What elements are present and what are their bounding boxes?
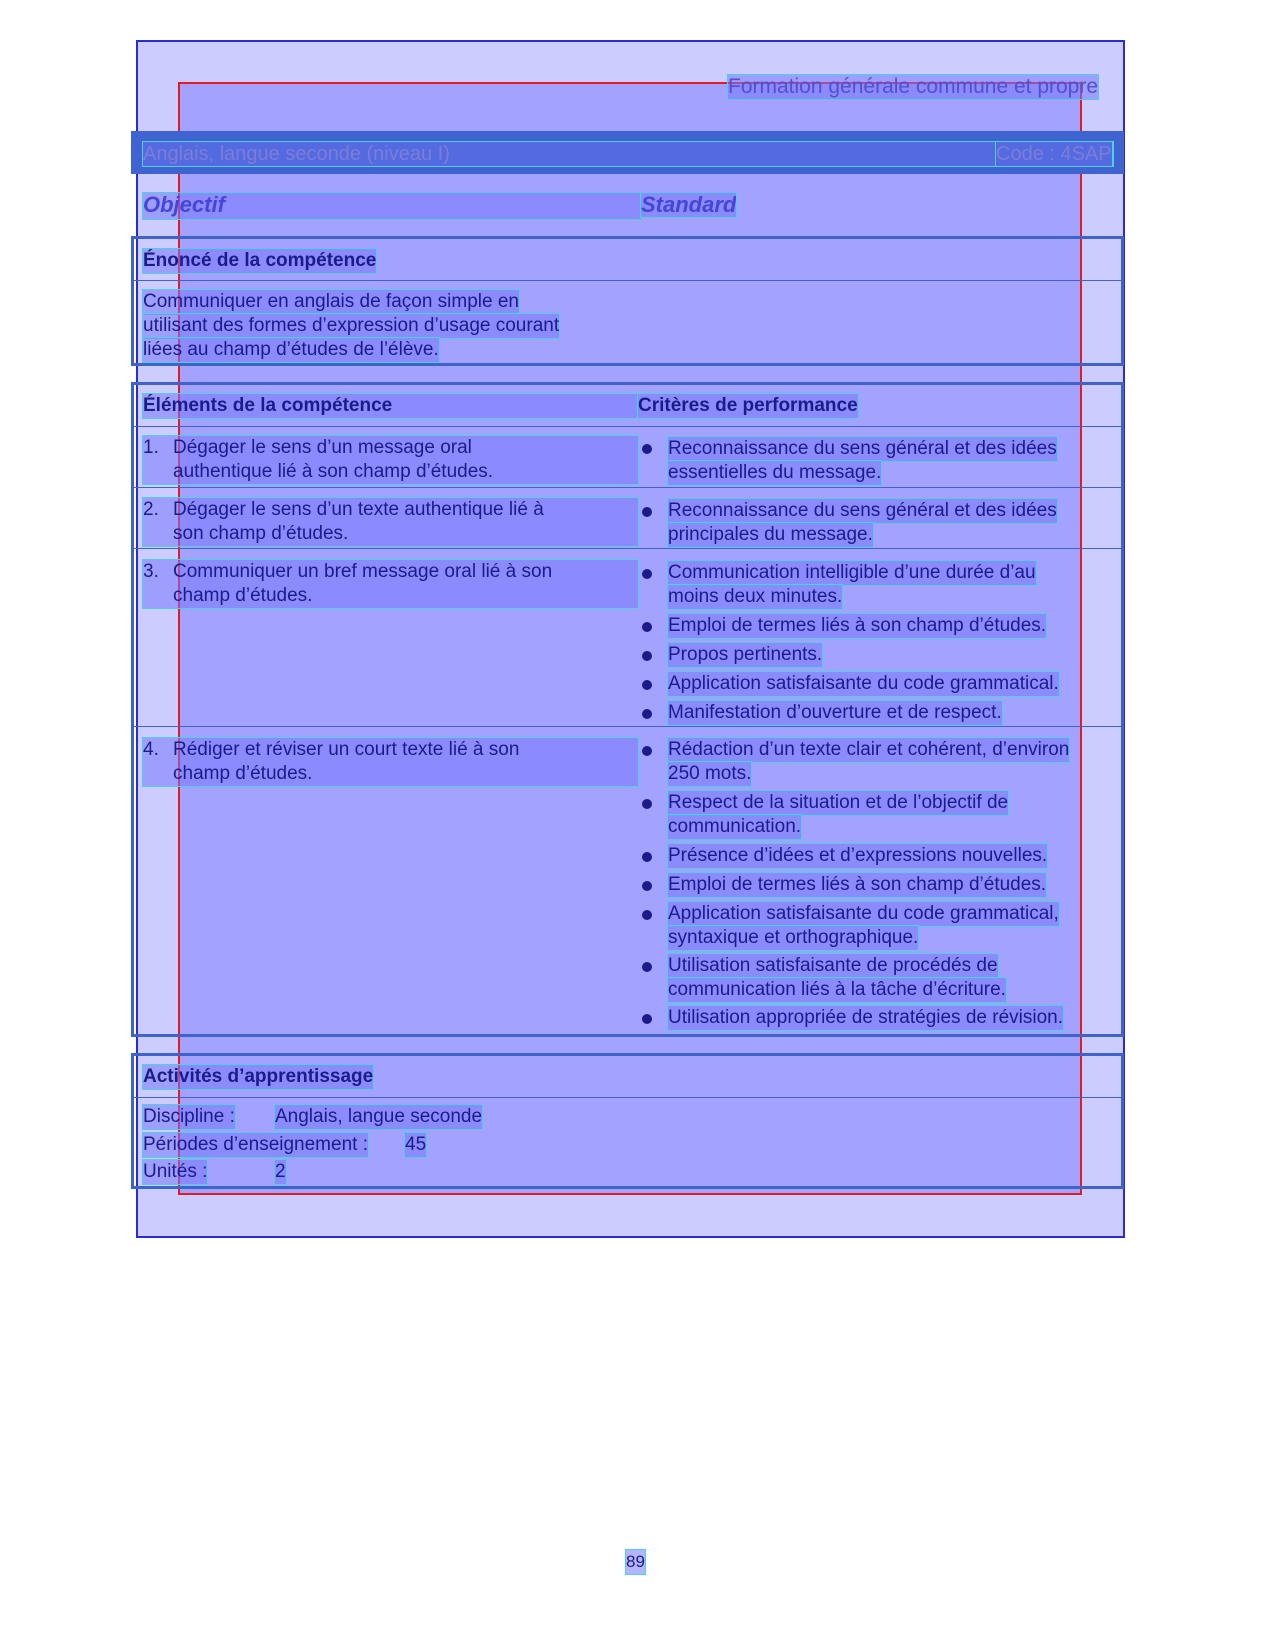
criterion-text: syntaxique et orthographique. [668,927,919,948]
element-text: champ d’études. [173,585,313,606]
criterion-text: Manifestation d’ouverture et de respect. [668,702,1002,723]
criterion-text: Application satisfaisante du code grammatical, [668,903,1059,924]
criterion-text: Propos pertinents. [668,644,823,665]
enonce-line: Communiquer en anglais de façon simple en [143,291,519,312]
enonce-line: utilisant des formes d’expression d’usage courant [143,315,560,336]
col-criteres-header: Critères de performance [638,395,858,416]
col-elements-header: Éléments de la compétence [143,394,638,418]
objectif-label: Objectif [143,193,641,219]
unites-value: 2 [275,1161,286,1182]
bullet-icon [642,1014,652,1024]
criterion-text: Rédaction d’un texte clair et cohérent, d’environ [668,739,1070,760]
course-code: Code : 4SAP [996,143,1112,165]
bullet-icon [642,910,652,920]
element-text: Communiquer un bref message oral lié à son [173,561,553,582]
bullet-icon [642,507,652,517]
bullet-icon [642,651,652,661]
criterion-text: Reconnaissance du sens général et des idées [668,438,1057,459]
standard-label: Standard [641,192,737,217]
elements-divider [133,548,1122,549]
elements-divider [133,726,1122,727]
criterion-text: principales du message. [668,524,873,545]
enonce-line: liées au champ d’études de l’élève. [143,339,439,360]
bullet-icon [642,569,652,579]
activites-divider [133,1097,1122,1098]
periodes-value: 45 [405,1134,427,1155]
bullet-icon [642,962,652,972]
elements-divider [133,426,1122,427]
element-text: Dégager le sens d’un message oral [173,437,472,458]
element-number: 2. [143,499,159,520]
bullet-icon [642,709,652,719]
unites-label: Unités : [143,1161,208,1182]
criterion-text: Emploi de termes liés à son champ d’études. [668,874,1047,895]
activites-heading: Activités d’apprentissage [143,1066,374,1087]
bullet-icon [642,622,652,632]
section-title: Formation générale commune et propre [728,75,1099,98]
enonce-divider [133,280,1122,281]
criterion-text: moins deux minutes. [668,586,843,607]
element-number: 4. [143,739,159,760]
bullet-icon [642,444,652,454]
element-number: 3. [143,561,159,582]
element-text: Rédiger et réviser un court texte lié à son [173,739,520,760]
criterion-text: essentielles du message. [668,462,882,483]
criterion-text: Utilisation appropriée de stratégies de révision. [668,1007,1063,1028]
enonce-heading: Énoncé de la compétence [143,250,377,271]
criterion-text: communication. [668,816,802,837]
criterion-text: Présence d’idées et d’expressions nouvelles. [668,845,1048,866]
element-text: Dégager le sens d’un texte authentique lié à [173,499,544,520]
criterion-text: Emploi de termes liés à son champ d’études. [668,615,1047,636]
discipline-value: Anglais, langue seconde [275,1106,483,1127]
criterion-text: 250 mots. [668,763,752,784]
criterion-text: Application satisfaisante du code grammatical. [668,673,1059,694]
bullet-icon [642,680,652,690]
element-text: champ d’études. [173,763,313,784]
criterion-text: Reconnaissance du sens général et des idées [668,500,1057,521]
periodes-label: Périodes d’enseignement : [143,1134,368,1155]
bullet-icon [642,746,652,756]
criterion-text: Communication intelligible d’une durée d’au [668,562,1036,583]
bullet-icon [642,881,652,891]
element-text: son champ d’études. [173,523,349,544]
bullet-icon [642,852,652,862]
element-number: 1. [143,437,159,458]
criterion-text: communication liés à la tâche d’écriture. [668,979,1006,1000]
page-number: 89 [626,1550,645,1574]
criterion-text: Utilisation satisfaisante de procédés de [668,955,998,976]
element-text: authentique lié à son champ d’études. [173,461,494,482]
discipline-label: Discipline : [143,1106,235,1127]
course-name: Anglais, langue seconde (niveau I) [143,142,1113,166]
bullet-icon [642,799,652,809]
elements-divider [133,487,1122,488]
criterion-text: Respect de la situation et de l’objectif de [668,792,1009,813]
